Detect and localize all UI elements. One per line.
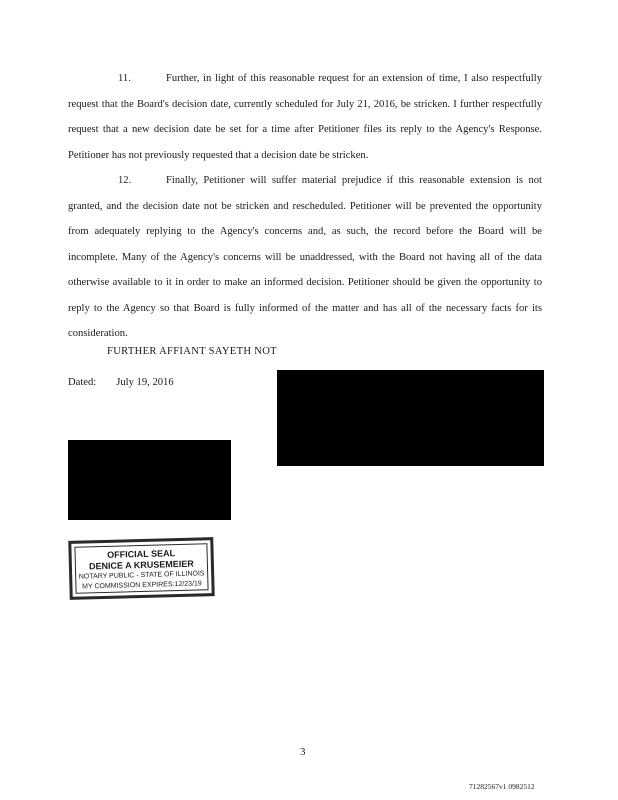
paragraph-11 bbox=[68, 66, 542, 168]
paragraph-text: Finally, Petitioner will suffer material prejudice if this reasonable extension is not granted, and the decision date not be stricken and rescheduled. Petitioner will be prevented the opportunity from adequately replying to the Agency's concerns and, as such, the record before the Board will be incomplete. Many of the Agency's concerns will be unaddressed, with the Board not having all of the data otherwise available to it in order to make an informed decision. Petitioner should be given the opportunity to reply to the Agency so that Board is fully informed of the matter and has all of the necessary facts for its consideration. bbox=[68, 175, 542, 339]
redacted-signature-block bbox=[277, 370, 544, 466]
closing-statement: FURTHER AFFIANT SAYETH NOT bbox=[107, 346, 277, 357]
dated-line bbox=[68, 377, 174, 388]
document-id: 71282567v1 0982512 bbox=[469, 782, 535, 791]
seal-notary-name: DENICE A KRUSEMEIER bbox=[88, 558, 194, 572]
page-number: 3 bbox=[300, 746, 306, 758]
seal-expiration: MY COMMISSION EXPIRES:12/23/19 bbox=[82, 580, 202, 591]
seal-state: NOTARY PUBLIC - STATE OF ILLINOIS bbox=[78, 570, 205, 581]
notary-seal-stamp bbox=[68, 537, 214, 600]
dated-label: Dated: bbox=[68, 377, 97, 388]
paragraph-text: Further, in light of this reasonable request for an extension of time, I also respectfully request that the Board's decision date, currently scheduled for July 21, 2016, be stricken. I further respectfully request that a new decision date be set for a time after Petitioner files its reply to the Agency's Response. Petitioner has not previously requested that a decision date be stricken. bbox=[68, 73, 542, 161]
paragraph-number: 12. bbox=[118, 175, 132, 186]
paragraph-12 bbox=[68, 168, 542, 347]
seal-inner-border bbox=[74, 543, 208, 593]
dated-value: July 19, 2016 bbox=[116, 377, 174, 388]
seal-title: OFFICIAL SEAL bbox=[107, 548, 176, 560]
paragraph-number: 11. bbox=[118, 73, 131, 84]
redacted-notary-block bbox=[68, 440, 231, 520]
